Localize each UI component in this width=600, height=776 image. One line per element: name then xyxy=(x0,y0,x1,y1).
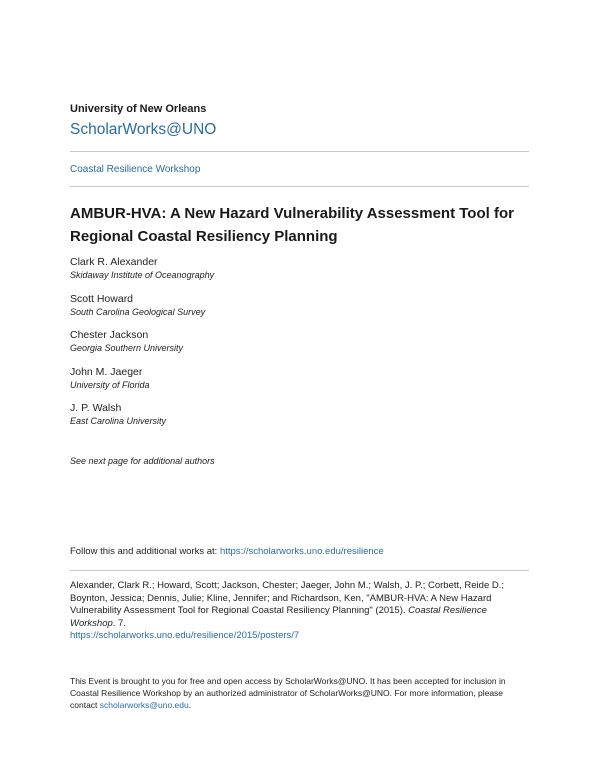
notice-contact-prefix: contact xyxy=(70,700,100,710)
author-entry xyxy=(70,402,530,439)
institution-name: University of New Orleans xyxy=(70,103,207,115)
repository-link[interactable]: ScholarWorks@UNO xyxy=(70,121,217,138)
divider-top xyxy=(70,151,529,152)
contact-email-link[interactable]: scholarworks@uno.edu xyxy=(99,700,189,710)
author-entry xyxy=(70,329,530,366)
notice-line-2: Coastal Resilience Workshop by an authorized administrator of ScholarWorks@UNO. For more information, please xyxy=(70,688,504,698)
citation-line-2: Boynton, Jessica; Dennis, Julie; Kline, Jennifer; and Richardson, Ken, "AMBUR-HVA: A New Hazard xyxy=(70,592,492,604)
citation-line-1: Alexander, Clark R.; Howard, Scott; Jackson, Chester; Jaeger, John M.; Walsh, J. P.; Corbett, Reide D.; xyxy=(70,580,505,591)
title-line-1: AMBUR-HVA: A New Hazard Vulnerability Assessment Tool for xyxy=(70,205,514,222)
recommended-citation xyxy=(70,580,532,643)
see-next-page-note: See next page for additional authors xyxy=(70,456,215,466)
author-affiliation: University of Florida xyxy=(70,379,150,390)
author-name: John M. Jaeger xyxy=(70,365,143,378)
notice-line-1: This Event is brought to you for free and open access by ScholarWorks@UNO. It has been accepted for inclusion in xyxy=(70,676,506,686)
title-line-2: Regional Coastal Resiliency Planning xyxy=(70,228,338,245)
author-affiliation: Skidaway Institute of Oceanography xyxy=(70,270,215,280)
author-entry xyxy=(70,293,530,330)
citation-url-link[interactable]: https://scholarworks.uno.edu/resilience/2015/posters/7 xyxy=(70,630,300,641)
citation-number: . 7. xyxy=(112,617,126,629)
author-affiliation: South Carolina Geological Survey xyxy=(70,306,206,317)
author-entry xyxy=(70,366,530,403)
collection-url-link[interactable]: https://scholarworks.uno.edu/resilience xyxy=(219,546,384,557)
document-title xyxy=(70,202,540,248)
author-name: Scott Howard xyxy=(70,292,134,305)
author-name: J. P. Walsh xyxy=(70,402,122,414)
citation-series-italic-2: Workshop xyxy=(70,617,113,629)
author-affiliation: East Carolina University xyxy=(70,416,167,426)
divider-citation xyxy=(70,570,529,571)
author-list xyxy=(70,256,530,439)
citation-line-4 xyxy=(70,618,532,631)
follow-text: Follow this and additional works at: xyxy=(70,546,220,557)
author-name: Chester Jackson xyxy=(70,329,149,341)
follow-works-line xyxy=(70,546,384,557)
citation-series-italic: Coastal Resilience xyxy=(408,605,487,616)
divider-bottom xyxy=(70,186,529,187)
citation-text: Vulnerability Assessment Tool for Regional Coastal Resiliency Planning" (2015). xyxy=(70,605,409,616)
citation-line-5 xyxy=(70,630,532,643)
open-access-notice xyxy=(70,675,532,711)
notice-line-3 xyxy=(70,699,532,711)
notice-suffix: . xyxy=(188,700,192,710)
author-name: Clark R. Alexander xyxy=(70,256,158,268)
author-affiliation: Georgia Southern University xyxy=(70,343,184,353)
series-link[interactable]: Coastal Resilience Workshop xyxy=(70,164,201,175)
citation-line-3 xyxy=(70,605,532,618)
author-entry xyxy=(70,256,530,293)
